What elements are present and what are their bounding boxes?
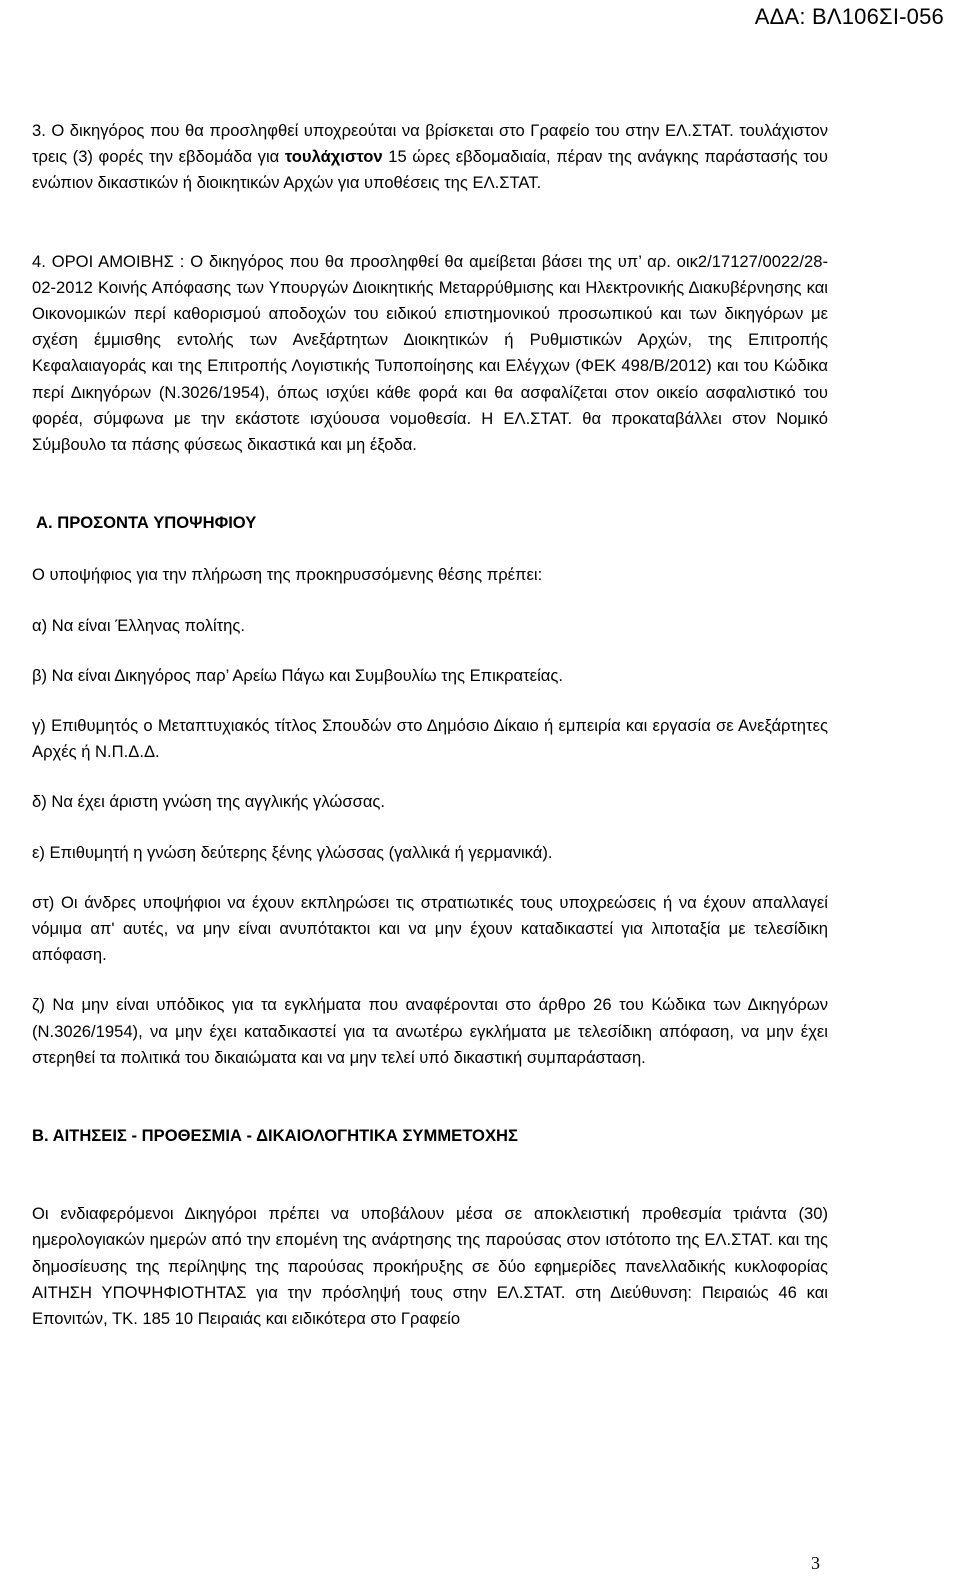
qualification-d: δ) Να έχει άριστη γνώση της αγγλικής γλώσσας.: [32, 792, 386, 812]
bold-emphasis: τουλάχιστον: [284, 147, 383, 167]
qualification-e: ε) Επιθυμητή η γνώση δεύτερης ξένης γλώσσας (γαλλικά ή γερμανικά).: [32, 842, 553, 862]
item-3-paragraph: 3. Ο δικηγόρος που θα προσληφθεί υποχρεούται να βρίσκεται στο Γραφείο του στην ΕΛ.ΣΤΑΤ. τουλάχιστον τρεις (3) φορές την εβδομάδα για τουλάχιστον 15 ώρες εβδομαδιαία, πέραν της ανάγκης παράστασής του ενώπιον δικαστικών ή διοικητικών Αρχών για υποθέσεις της ΕΛ.ΣΤΑΤ.: [32, 121, 829, 193]
qualification-st: στ) Οι άνδρες υποψήφιοι να έχουν εκπληρώσει τις στρατιωτικές τους υποχρεώσεις ή να έχουν απαλλαγεί νόμιμα απ' αυτές, να μην είναι ανυπότακτοι και να μην έχουν καταδικαστεί για λιποταξία με τελεσίδικη απόφαση.: [32, 892, 828, 965]
section-b-paragraph: Οι ενδιαφερόμενοι Δικηγόροι πρέπει να υποβάλουν μέσα σε αποκλειστική προθεσμία τριάντα (30) ημερολογιακών ημερών από την επομένη της ανάρτησης της παρούσας στον ιστότοπο της ΕΛ.ΣΤΑΤ. και της δημοσίευσης της περίληψης της παρούσας προκήρυξης σε δύο εφημερίδες πανελλαδικής κυκλοφορίας ΑΙΤΗΣΗ ΥΠΟΨΗΦΙΟΤΗΤΑΣ για την πρόσληψή τους στην ΕΛ.ΣΤΑΤ. στη Διεύθυνση: Πειραιώς 46 και Επονιτών, ΤΚ. 185 10 Πειραιάς και ειδικότερα στο Γραφείο: [32, 1204, 828, 1329]
qualification-z: ζ) Να μην είναι υπόδικος για τα εγκλήματα που αναφέρονται στο άρθρο 26 του Κώδικα των Δικηγόρων (Ν.3026/1954), να μην έχει καταδικαστεί για τα ανωτέρω εγκλήματα με τελεσίδικη απόφαση, να μην έχει στερηθεί τα πολιτικά του δικαιώματα και να μην τελεί υπό δικαστική συμπαράσταση.: [32, 995, 828, 1067]
document-body: [32, 118, 828, 1332]
qualification-c: γ) Επιθυμητός ο Μεταπτυχιακός τίτλος Σπουδών στο Δημόσιο Δίκαιο ή εμπειρία και εργασία σε Ανεξάρτητες Αρχές ή Ν.Π.Δ.Δ.: [32, 716, 828, 762]
ada-code: ΑΔΑ: ΒΛ106ΣΙ-056: [754, 4, 944, 29]
qualification-a: α) Να είναι Έλληνας πολίτης.: [32, 615, 246, 635]
item-4-paragraph: 4. ΟΡΟΙ ΑΜΟΙΒΗΣ : Ο δικηγόρος που θα προσληφθεί θα αμείβεται βάσει της υπ’ αρ. οικ2/17127/0022/28-02-2012 Κοινής Απόφασης των Υπουργών Διοικητικής Μεταρρύθμισης και Ηλεκτρονικής Διακυβέρνησης και Οικονομικών περί καθορισμού αποδοχών του ειδικού επιστημονικού προσωπικού και των δικηγόρων με σχέση έμμισθης εντολής των Ανεξάρτητων Διοικητικών ή Ρυθμιστικών Αρχών, της Επιτροπής Κεφαλαιαγοράς και της Επιτροπής Λογιστικής Τυποποίησης και Ελέγχων (ΦΕΚ 498/Β/2012) και του Κώδικα περί Δικηγόρων (Ν.3026/1954), όπως ισχύει κάθε φορά και θα ασφαλίζεται στον οικείο ασφαλιστικό του φορέα, σύμφωνα με την εκάστοτε ισχύουσα νομοθεσία. Η ΕΛ.ΣΤΑΤ. θα προκαταβάλλει στον Νομικό Σύμβουλο τα πάσης φύσεως δικαστικά και μη έξοδα.: [32, 251, 828, 455]
section-b-title: Β. ΑΙΤΗΣΕΙΣ - ΠΡΟΘΕΣΜΙΑ - ΔΙΚΑΙΟΛΟΓΗΤΙΚΑ ΣΥΜΜΕΤΟΧΗΣ: [32, 1126, 518, 1146]
section-a-intro: Ο υποψήφιος για την πλήρωση της προκηρυσσόμενης θέσης πρέπει:: [32, 565, 543, 585]
qualification-b: β) Να είναι Δικηγόρος παρ’ Αρείω Πάγω και Συμβουλίω της Επικρατείας.: [32, 665, 563, 685]
page-number: 3: [811, 1553, 820, 1573]
section-a-title: Α. ΠΡΟΣΟΝΤΑ ΥΠΟΨΗΦΙΟΥ: [36, 513, 257, 533]
